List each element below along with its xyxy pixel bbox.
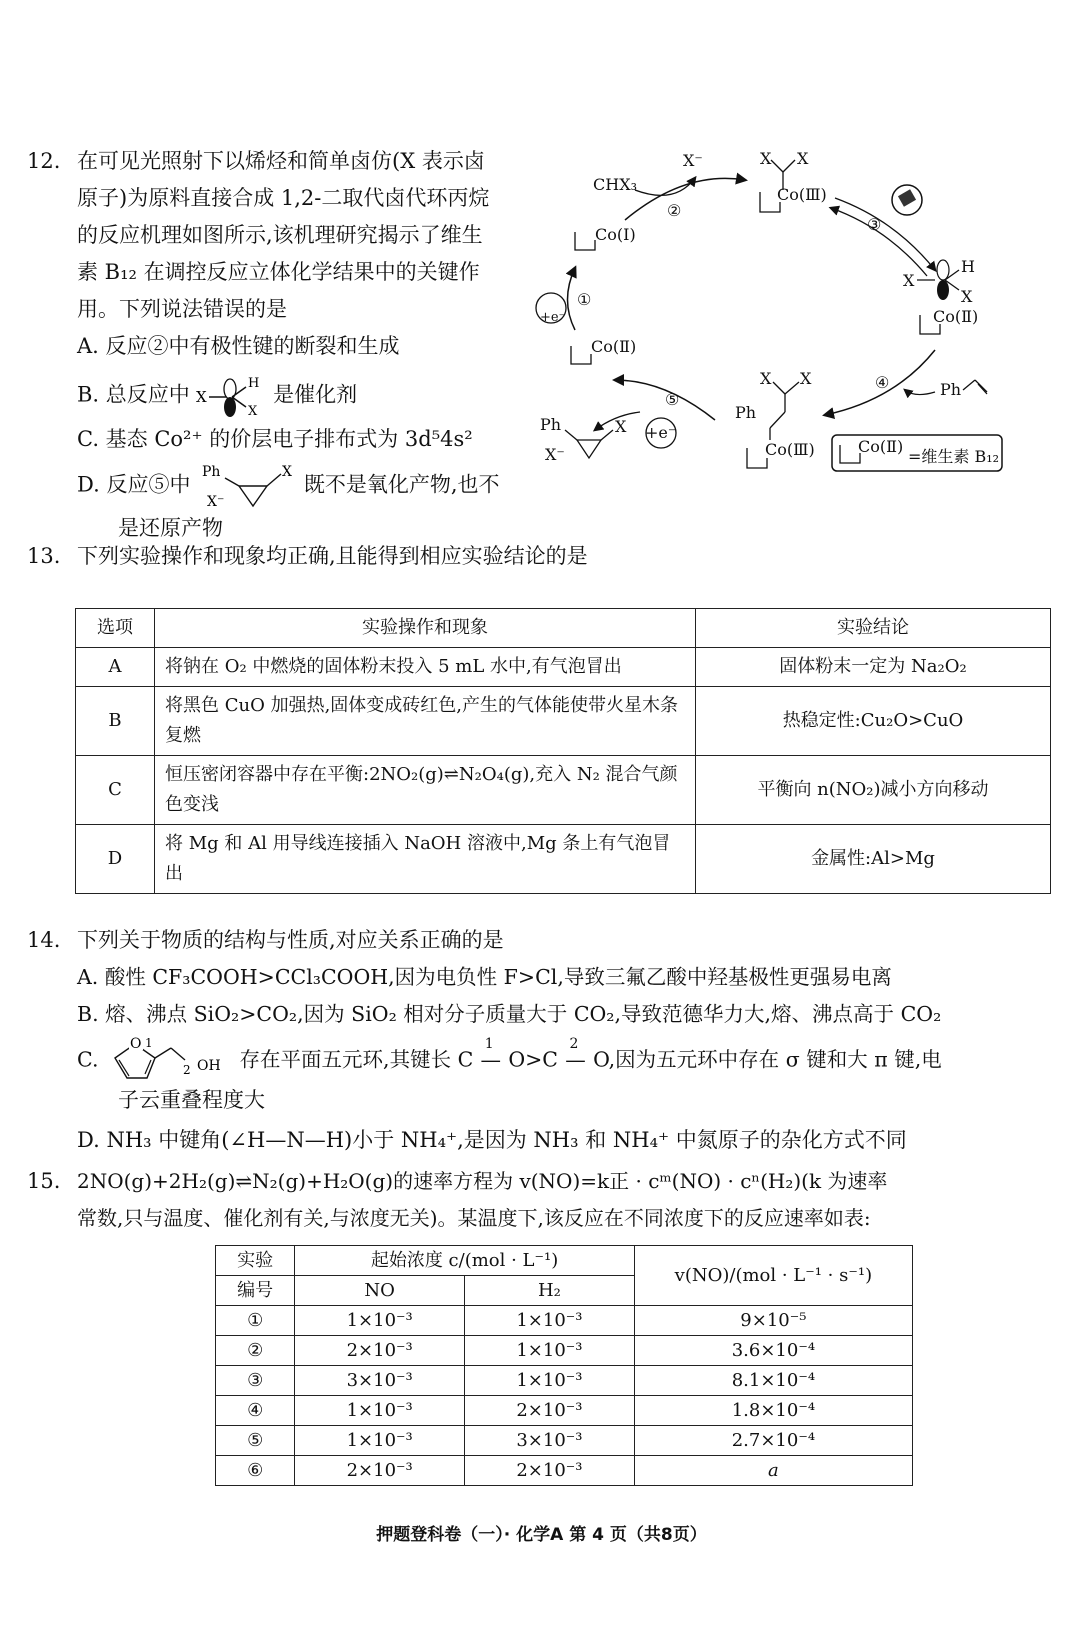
cell-h2: 3×10⁻³: [465, 1426, 635, 1456]
option-b-suffix: 是催化剂: [273, 382, 358, 407]
svg-text:X: X: [248, 404, 258, 419]
table-row: [216, 1366, 913, 1396]
cell-no: 1×10⁻³: [295, 1396, 465, 1426]
cell-rate: 1.8×10⁻⁴: [634, 1396, 912, 1426]
cell-h2: 1×10⁻³: [465, 1366, 635, 1396]
table-row: [216, 1306, 913, 1336]
row-conclusion: 固体粉末一定为 Na₂O₂: [696, 648, 1051, 687]
row-conclusion: 平衡向 n(NO₂)减小方向移动: [696, 756, 1051, 825]
table-row: [76, 756, 1051, 825]
co3-top-label: Co(Ⅲ): [777, 185, 827, 204]
stem-line: 常数,只与温度、催化剂有关,与浓度无关)。某温度下,该反应在不同浓度下的反应速率如表:: [77, 1206, 871, 1230]
table-row: [76, 825, 1051, 894]
cell-number: ④: [216, 1396, 295, 1426]
stem-line: 下列关于物质的结构与性质,对应关系正确的是: [77, 928, 504, 952]
svg-text:X⁻: X⁻: [207, 494, 225, 510]
header-h2: H₂: [465, 1276, 635, 1306]
stem-line: 原子)为原料直接合成 1,2-二取代卤代环丙烷: [77, 186, 490, 210]
bond-2-number: 2: [569, 1035, 579, 1052]
cyclopropane-structure-icon: [197, 462, 297, 510]
x-label: X: [760, 149, 772, 168]
row-operation: 恒压密闭容器中存在平衡:2NO₂(g)⇌N₂O₄(g),充入 N₂ 混合气颜色变浅: [155, 756, 696, 825]
co3-bottom-label: Co(Ⅲ): [765, 440, 815, 459]
row-conclusion: 热稳定性:Cu₂O>CuO: [696, 687, 1051, 756]
bond-1-label: 1: [145, 1036, 153, 1050]
question-number: 14.: [27, 928, 61, 952]
x-label: X: [760, 369, 772, 388]
header-operation: 实验操作和现象: [155, 609, 696, 648]
co1-label: Co(Ⅰ): [595, 225, 636, 244]
option-a: A. 酸性 CF₃COOH>CCl₃COOH,因为电负性 F>Cl,导致三氟乙酸中羟基极性更强易电离: [77, 965, 892, 989]
option-c-end: O,因为五元环中存在 σ 键和大 π 键,电: [593, 1047, 942, 1072]
option-c-prefix: C.: [77, 1047, 99, 1072]
table-row: [216, 1456, 913, 1486]
stem-line: 的反应机理如图所示,该机理研究揭示了维生: [77, 223, 483, 247]
ph-label: Ph: [735, 403, 757, 422]
svg-text:X: X: [282, 464, 293, 480]
table-row: [216, 1336, 913, 1366]
row-operation: 将 Mg 和 Al 用导线连接插入 NaOH 溶液中,Mg 条上有气泡冒出: [155, 825, 696, 894]
header-concentration: 起始浓度 c/(mol · L⁻¹): [295, 1246, 634, 1276]
experiment-table: [75, 608, 1051, 894]
cell-no: 3×10⁻³: [295, 1366, 465, 1396]
svg-text:H: H: [248, 376, 260, 391]
cell-number: ①: [216, 1306, 295, 1336]
bond-1-annotation: 1 —: [480, 1042, 502, 1078]
row-operation: 将黑色 CuO 加强热,固体变成砖红色,产生的气体能使带火星木条复燃: [155, 687, 696, 756]
x-label: X: [961, 287, 973, 306]
step-5-label: ⑤: [665, 390, 680, 409]
e-minus-label-left: +e⁻: [540, 310, 566, 325]
option-b-prefix: B. 总反应中: [77, 382, 190, 407]
header-rate: v(NO)/(mol · L⁻¹ · s⁻¹): [634, 1246, 912, 1306]
svg-text:X: X: [196, 388, 208, 406]
header-number: 编号: [216, 1276, 295, 1306]
ph-label: Ph: [540, 415, 562, 434]
table-header-row: [216, 1246, 913, 1276]
option-a: A. 反应②中有极性键的断裂和生成: [77, 334, 400, 358]
stem-line: 用。下列说法错误的是: [77, 297, 287, 321]
x-label: X: [903, 271, 915, 290]
svg-text:Ph: Ph: [202, 464, 221, 480]
cell-no: 2×10⁻³: [295, 1336, 465, 1366]
mechanism-diagram: [540, 149, 1055, 500]
option-c-continuation: 子云重叠程度大: [118, 1088, 265, 1112]
cell-no: 1×10⁻³: [295, 1306, 465, 1336]
table-row: [216, 1396, 913, 1426]
co2-left-label: Co(Ⅱ): [591, 337, 637, 356]
x-label: X: [797, 149, 809, 168]
e-minus-label-bottom: +e⁻: [645, 423, 677, 442]
legend-co-label: Co(Ⅱ): [858, 437, 904, 456]
cell-rate: 9×10⁻⁵: [634, 1306, 912, 1336]
co2-right-label: Co(Ⅱ): [933, 307, 979, 326]
option-b: [77, 375, 357, 417]
option-b: B. 熔、沸点 SiO₂>CO₂,因为 SiO₂ 相对分子质量大于 CO₂,导致范德华力大,熔、沸点高于 CO₂: [77, 1002, 942, 1026]
option-c-text: 存在平面五元环,其键长 C: [239, 1047, 474, 1072]
cell-h2: 1×10⁻³: [465, 1306, 635, 1336]
row-conclusion: 金属性:Al>Mg: [696, 825, 1051, 894]
option-d-prefix: D. 反应⑤中: [77, 472, 191, 497]
stem-line: 素 B₁₂ 在调控反应立体化学结果中的关键作: [77, 260, 480, 284]
bond-2-annotation: 2 —: [565, 1042, 587, 1078]
stem-line: 2NO(g)+2H₂(g)⇌N₂(g)+H₂O(g)的速率方程为 v(NO)=k正 · cᵐ(NO) · cⁿ(H₂)(k 为速率: [77, 1169, 888, 1193]
option-d: [77, 462, 500, 510]
option-c: [77, 1036, 942, 1086]
table-row: [216, 1426, 913, 1456]
cell-h2: 2×10⁻³: [465, 1396, 635, 1426]
cell-number: ②: [216, 1336, 295, 1366]
header-experiment: 实验: [216, 1246, 295, 1276]
header-conclusion: 实验结论: [696, 609, 1051, 648]
question-number: 12.: [27, 149, 61, 173]
cell-number: ⑥: [216, 1456, 295, 1486]
stem-line: 下列实验操作和现象均正确,且能得到相应实验结论的是: [77, 544, 588, 568]
step-4-label: ④: [875, 373, 890, 392]
chx3-label: CHX₃: [593, 175, 637, 194]
ring-oxygen-label: O: [130, 1036, 142, 1052]
cell-h2: 2×10⁻³: [465, 1456, 635, 1486]
cell-no: 2×10⁻³: [295, 1456, 465, 1486]
row-option: D: [76, 825, 155, 894]
cell-rate: 8.1×10⁻⁴: [634, 1366, 912, 1396]
row-operation: 将钠在 O₂ 中燃烧的固体粉末投入 5 mL 水中,有气泡冒出: [155, 648, 696, 687]
bond-2-label: 2: [183, 1063, 191, 1077]
page-footer: 押题登科卷（一）· 化学A 第 4 页（共8页）: [376, 1525, 707, 1545]
x-label: X: [800, 369, 812, 388]
hydroxyl-label: OH: [197, 1058, 221, 1074]
x-label: X: [615, 417, 627, 436]
ph-label: Ph: [940, 380, 962, 399]
cell-h2: 1×10⁻³: [465, 1336, 635, 1366]
legend-text: =维生素 B₁₂: [908, 447, 1000, 466]
option-c: C. 基态 Co²⁺ 的价层电子排布式为 3d⁵4s²: [77, 427, 473, 451]
row-option: B: [76, 687, 155, 756]
cell-rate: 3.6×10⁻⁴: [634, 1336, 912, 1366]
cell-number: ③: [216, 1366, 295, 1396]
step-1-label: ①: [577, 290, 592, 309]
question-number: 13.: [27, 544, 61, 568]
h-label: H: [961, 257, 975, 276]
table-header-row: [76, 609, 1051, 648]
row-option: A: [76, 648, 155, 687]
stem-line: 在可见光照射下以烯烃和简单卤仿(X 表示卤: [77, 149, 485, 173]
option-d: D. NH₃ 中键角(∠H—N—H)小于 NH₄⁺,是因为 NH₃ 和 NH₄⁺ 中氮原子的杂化方式不同: [77, 1128, 907, 1152]
table-row: [76, 687, 1051, 756]
cell-no: 1×10⁻³: [295, 1426, 465, 1456]
header-no: NO: [295, 1276, 465, 1306]
rate-table: [215, 1245, 913, 1486]
option-c-mid: O>C: [508, 1047, 558, 1072]
option-d-suffix: 既不是氧化产物,也不: [303, 472, 500, 497]
step-2-label: ②: [667, 201, 682, 220]
row-option: C: [76, 756, 155, 825]
cell-number: ⑤: [216, 1426, 295, 1456]
step-3-label: ③: [867, 215, 882, 234]
bond-1-number: 1: [484, 1035, 494, 1052]
table-row: [76, 648, 1051, 687]
furfuryl-alcohol-structure-icon: [105, 1036, 233, 1086]
x-minus-label: X⁻: [545, 445, 565, 464]
option-d-continuation: 是还原产物: [118, 516, 223, 540]
question-number: 15.: [27, 1169, 61, 1193]
radical-structure-icon: [196, 375, 266, 417]
x-minus-top-label: X⁻: [683, 151, 703, 170]
cell-rate: a: [634, 1456, 912, 1486]
cell-rate: 2.7×10⁻⁴: [634, 1426, 912, 1456]
header-option: 选项: [76, 609, 155, 648]
